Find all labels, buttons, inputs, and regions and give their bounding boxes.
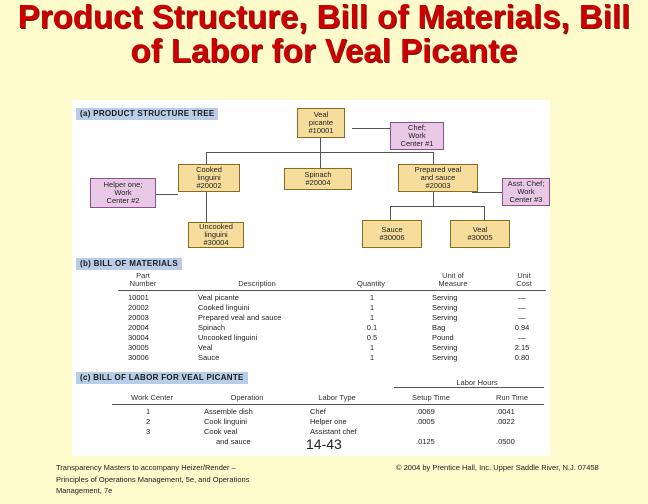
bol-cell-op: Assemble dish	[204, 407, 253, 416]
node-chef-work-center: Chef; Work Center #1	[390, 122, 444, 150]
bom-header-cost: Unit Cost	[516, 271, 532, 288]
bom-cell-desc: Veal	[198, 343, 213, 352]
tree-connector	[433, 152, 434, 164]
bol-cell-setup: .0005	[416, 417, 435, 426]
node-asst-chef-work-center: Asst. Chef; Work Center #3	[502, 178, 550, 206]
bom-cell-part: 10001	[128, 293, 149, 302]
bom-cell-cost: —	[518, 293, 526, 302]
bol-cell-type: Helper one	[310, 417, 347, 426]
bom-cell-unit: Serving	[432, 343, 458, 352]
bol-cell-run: .0041	[496, 407, 515, 416]
bom-cell-cost: 0.80	[514, 353, 530, 362]
bom-cell-unit: Serving	[432, 303, 458, 312]
section-c-header: (c) BILL OF LABOR FOR VEAL PICANTE	[76, 372, 248, 384]
bom-cell-unit: Serving	[432, 353, 458, 362]
node-prepared-veal-sauce: Prepared veal and sauce #20003	[398, 164, 478, 192]
labor-hours-label: Labor Hours	[456, 378, 498, 387]
bol-cell-op: Cook veal	[204, 427, 238, 436]
bom-header-unit: Unit of Measure	[438, 271, 468, 288]
footer-right-text: © 2004 by Prentice Hall, Inc. Upper Saddle River, N.J. 07458	[396, 463, 599, 472]
bom-cell-unit: Bag	[432, 323, 446, 332]
bom-cell-unit: Serving	[432, 313, 458, 322]
bom-cell-cost: —	[518, 313, 526, 322]
tree-connector	[156, 194, 178, 195]
bol-row-setup: .0125	[416, 437, 435, 446]
bom-cell-part: 20004	[128, 323, 149, 332]
bol-header-operation: Operation	[230, 393, 264, 402]
bom-cell-unit: Pound	[432, 333, 454, 342]
bom-cell-cost: 2.15	[514, 343, 530, 352]
node-cooked-linguini: Cooked linguini #20002	[178, 164, 240, 192]
bol-header-setup: Setup Time	[412, 393, 450, 402]
node-helper-one-work-center: Helper one; Work Center #2	[90, 178, 156, 208]
tree-connector	[484, 206, 485, 220]
tree-connector	[352, 128, 390, 129]
bol-header-labor-type: Labor Type	[318, 393, 356, 402]
tree-connector	[390, 206, 391, 220]
bom-cell-qty: 1	[369, 343, 375, 352]
bom-cell-desc: Spinach	[198, 323, 226, 332]
figure-panel	[72, 100, 550, 456]
node-spinach: Spinach #20004	[284, 168, 352, 190]
bol-header-run: Run Time	[495, 393, 529, 402]
bol-cell-wc: 2	[146, 417, 151, 426]
bol-cell-op: Cook linguini	[204, 417, 247, 426]
bom-cell-desc: Veal picante	[198, 293, 239, 302]
bol-header-rule	[112, 404, 544, 405]
node-veal: Veal #30005	[450, 220, 510, 248]
bom-cell-qty: 0.5	[366, 333, 378, 342]
page-number: 14-43	[306, 436, 342, 452]
bom-cell-desc: Cooked linguini	[198, 303, 250, 312]
bom-header-quantity: Quantity	[357, 279, 385, 288]
tree-connector	[206, 190, 207, 222]
bol-row-cont: and sauce	[216, 437, 251, 446]
section-b-header: (b) BILL OF MATERIALS	[76, 258, 182, 270]
bom-cell-qty: 1	[369, 293, 375, 302]
labor-hours-rule	[394, 387, 544, 388]
bom-cell-qty: 0.1	[366, 323, 378, 332]
bom-cell-part: 30005	[128, 343, 149, 352]
tree-connector	[472, 192, 502, 193]
bom-cell-desc: Sauce	[198, 353, 220, 362]
bom-cell-cost: 0.94	[514, 323, 530, 332]
bom-cell-part: 30006	[128, 353, 149, 362]
bom-cell-cost: —	[518, 303, 526, 312]
bol-cell-type: Assistant chef	[310, 427, 357, 436]
bom-cell-desc: Uncooked linguini	[198, 333, 258, 342]
tree-connector	[320, 152, 321, 168]
bol-cell-setup: .0069	[416, 407, 435, 416]
tree-connector	[390, 206, 484, 207]
bom-cell-part: 20002	[128, 303, 149, 312]
bol-cell-wc: 1	[146, 407, 151, 416]
bol-cell-wc: 3	[146, 427, 151, 436]
bom-cell-cost: —	[518, 333, 526, 342]
bom-cell-part: 20003	[128, 313, 149, 322]
bom-cell-part: 30004	[128, 333, 149, 342]
bol-row-run: .0500	[496, 437, 515, 446]
bol-cell-run: .0022	[496, 417, 515, 426]
bom-cell-desc: Prepared veal and sauce	[198, 313, 282, 322]
slide-title: Product Structure, Bill of Materials, Bill of Labor for Veal Picante	[17, 0, 631, 69]
tree-connector	[433, 190, 434, 206]
bom-header-description: Description	[238, 279, 276, 288]
node-veal-picante: Veal picante #10001	[297, 108, 345, 138]
tree-connector	[206, 152, 207, 164]
bol-header-work-center: Work Center	[131, 393, 173, 402]
bom-cell-qty: 1	[369, 313, 375, 322]
node-sauce: Sauce #30006	[362, 220, 422, 248]
footer-left-text: Transparency Masters to accompany Heizer/Render – Principles of Operations Management, 5e, and Operations Management, 7e	[56, 463, 250, 495]
section-a-header: (a) PRODUCT STRUCTURE TREE	[76, 108, 218, 120]
bol-cell-type: Chef	[310, 407, 326, 416]
node-uncooked-linguini: Uncooked linguini #30004	[188, 222, 244, 248]
bom-cell-unit: Serving	[432, 293, 458, 302]
bom-cell-qty: 1	[369, 353, 375, 362]
bom-header-part: Part Number	[129, 271, 157, 288]
bom-cell-qty: 1	[369, 303, 375, 312]
bom-header-rule	[118, 290, 546, 291]
